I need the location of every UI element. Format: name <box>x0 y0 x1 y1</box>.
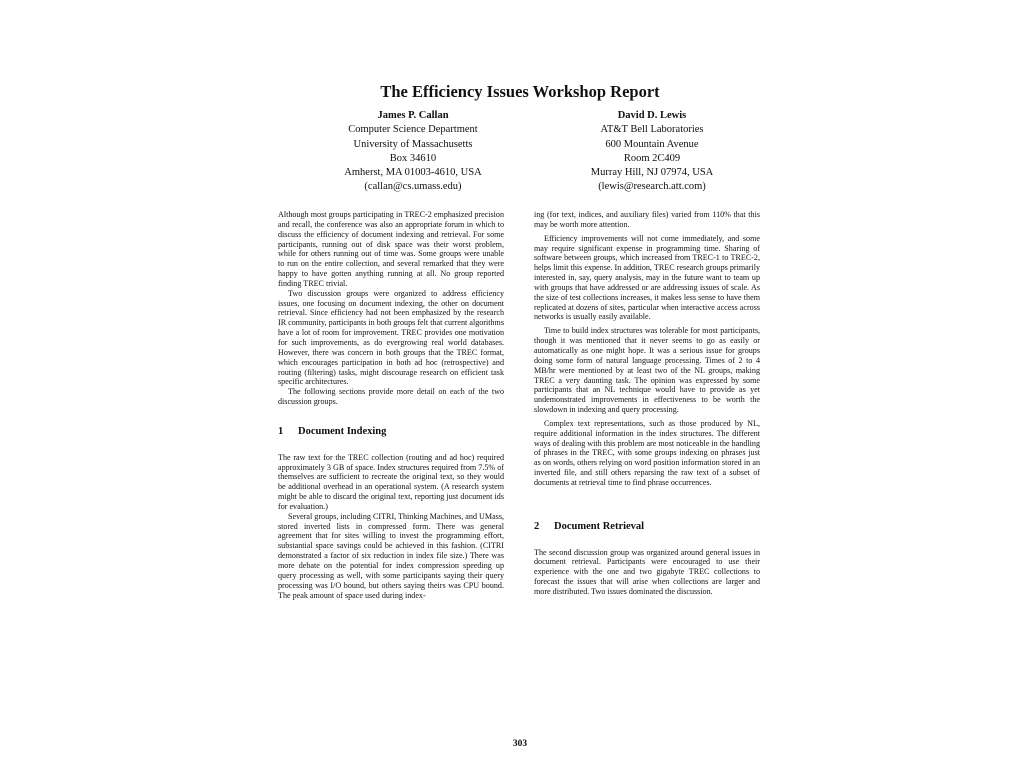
section-title: Document Retrieval <box>554 520 645 532</box>
author-name: James P. Callan <box>377 110 449 121</box>
paper-page <box>270 80 770 760</box>
author-address: Box 34610 <box>389 152 437 164</box>
body-paragraph: Several groups, including CITRI, Thinking Machines, and UMass, stored inverted lists in compressed form. There was general agreement that for sites willing to invest the programming effort, substantial space savings could be achieved in this fashion. (CITRI demonstrated a factor of six reduction in index file size.) There was more debate on the potential for index compression speeding up query processing as well, with some participants saying their query processing was I/O bound, but others saying theirs was CPU bound. The peak amount of space used during index- <box>278 511 504 600</box>
author-name: David D. Lewis <box>617 110 687 121</box>
body-paragraph: Although most groups participating in TREC-2 emphasized precision and recall, the conference was also an appropriate forum in which to discuss the efficiency of document indexing and retrieval. For some participants, running out of disk space was their worst problem, while for others running out of time was. Some groups were unable to run on the entire collection, and several remarked that they were happy to have gotten anything running at all. No group reported finding TREC trivial. <box>278 210 504 288</box>
section-number: 2 <box>534 520 540 532</box>
left-column <box>278 210 504 600</box>
body-paragraph: Efficiency improvements will not come immediately, and some may require significant expense in programming time. Sharing of software between groups, which increased from TREC-1 to TREC-2, helps limit this expense. In addition, TREC research groups primarily interested in, say, query analysis, may in the future want to team up with groups that have addressed or are addressing issues of scale. As the size of test collections increases, it makes less sense to have them replicated at dozens of sites, particular when interactive access across networks is usually easily available. <box>534 233 760 322</box>
author-address: Room 2C409 <box>623 152 681 164</box>
body-paragraph: Two discussion groups were organized to address efficiency issues, one focusing on document indexing, the other on document retrieval. Since efficiency had not been emphasized by the research IR community, participants in both groups felt that current algorithms have a lot of room for improvement. TREC provides one motivation for such improvements, as do evergrowing real world databases. However, there was concern in both groups that the TREC format, which encourages participation in both ad hoc (retrospective) and routing (filtering) tasks, might discourage research on efficient task specific architectures. <box>278 288 504 387</box>
author-block-callan <box>303 109 523 195</box>
author-affiliation: AT&T Bell Laboratories <box>600 124 704 136</box>
section-title: Document Indexing <box>298 425 387 437</box>
author-address: Amherst, MA 01003-4610, USA <box>344 167 482 179</box>
author-address: Murray Hill, NJ 07974, USA <box>590 167 714 179</box>
author-affiliation: Computer Science Department <box>348 124 478 136</box>
body-paragraph: Complex text representations, such as those produced by NL, require additional information in the index structures. The different ways of dealing with this problem are most noticeable in the handling of phrases in the TREC, with some groups indexing on phrases just as on words, others relying on word position information stored in an inverted file, and still others reparsing the raw text of a subset of documents at retrieval time to find phrase occurrences. <box>534 418 760 487</box>
paper-title: The Efficiency Issues Workshop Report <box>380 82 660 101</box>
body-paragraph: The following sections provide more detail on each of the two discussion groups. <box>278 387 504 407</box>
section-heading-2 <box>534 522 760 532</box>
author-affiliation: University of Massachusetts <box>353 138 473 150</box>
author-email: (lewis@research.att.com) <box>598 181 706 193</box>
section-heading-1 <box>278 427 504 437</box>
body-paragraph: Time to build index structures was tolerable for most participants, though it was mentioned that it never seems to go as easily or automatically as one might hope. It was a serious issue for groups doing some form of natural language processing. Times of 2 to 4 MB/hr were mentioned by at least two of the NL groups, making TREC a very daunting task. The opinion was expressed by some participants that an NL technique would have to provide as yet undemonstrated improvements in effectiveness to be worth the slowdown in indexing and query processing. <box>534 326 760 415</box>
author-address: 600 Mountain Avenue <box>605 138 699 150</box>
author-email: (callan@cs.umass.edu) <box>364 181 462 193</box>
body-paragraph: ing (for text, indices, and auxiliary files) varied from 110% that this may be worth more attention. <box>534 210 760 229</box>
body-paragraph: The second discussion group was organized around general issues in document retrieval. Participants were encouraged to use their experience with the one and two gigabyte TREC collections to forecast the issues that will arise when collections are larger and more distributed. Two issues dominated the discussion. <box>534 547 760 596</box>
body-paragraph: The raw text for the TREC collection (routing and ad hoc) required approximately 3 GB of space. Index structures required from 7.5% of themselves are sufficient to recreate the original text, so they would be additional overhead in an operational system. (A research system might be able to discard the original text, reporting just document ids for evaluation.) <box>278 452 504 511</box>
right-column <box>534 210 760 597</box>
page-number: 303 <box>512 739 528 749</box>
author-block-lewis <box>542 109 762 195</box>
section-number: 1 <box>278 425 284 437</box>
